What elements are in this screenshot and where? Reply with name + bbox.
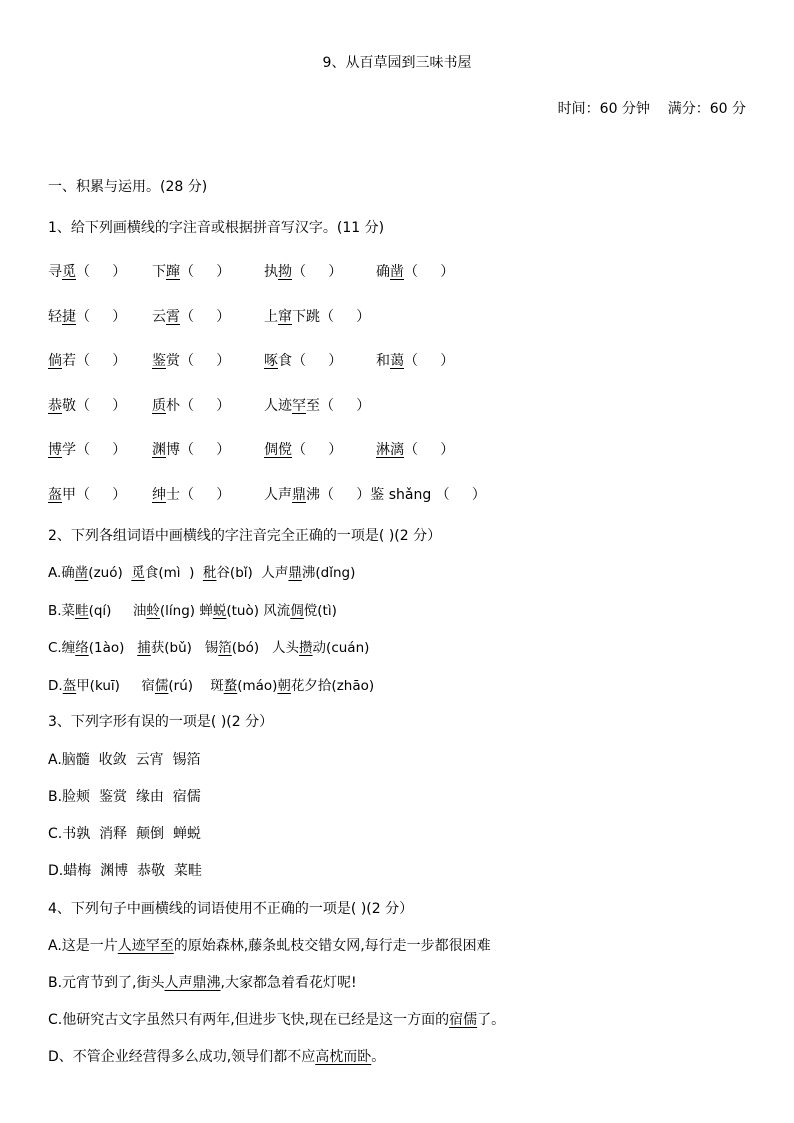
underlined-char: 霄 (166, 309, 180, 325)
underlined-char: 盔 (62, 678, 77, 694)
option-line (48, 937, 491, 955)
option-text: (máo) (237, 678, 278, 694)
word-text: 上 (264, 309, 278, 325)
exam-meta: 时间：60 分钟 满分：60 分 (557, 101, 746, 117)
underlined-char: 凿 (390, 264, 404, 280)
option-line (48, 639, 369, 657)
option-text: D、不管企业经营得多么成功,领导们都不应 (48, 1049, 316, 1065)
word-item (264, 441, 342, 459)
option-text: (zuó) (88, 565, 132, 581)
underlined-phrase: 人迹罕至 (117, 938, 174, 954)
option-line: B.脸颊 鉴赏 缘由 宿儒 (48, 789, 201, 805)
word-item (376, 263, 454, 281)
word-item (264, 397, 370, 415)
underlined-char: 凿 (74, 565, 89, 581)
word-text: （ ） (180, 264, 231, 280)
word-item (376, 352, 454, 370)
word-item (264, 308, 370, 326)
underlined-char: 捷 (62, 309, 76, 325)
word-text: 敬（ ） (62, 398, 127, 414)
underlined-char: 络 (75, 640, 89, 656)
option-text: (rú) 斑 (168, 678, 224, 694)
word-text: （ ） (404, 353, 455, 369)
underlined-char: 恭 (48, 398, 62, 414)
word-text: 轻 (48, 309, 62, 325)
underlined-char: 倜 (290, 603, 304, 619)
word-text: 云 (152, 309, 166, 325)
word-item (48, 263, 126, 281)
word-item (264, 263, 342, 281)
option-text: (1ào) (88, 640, 138, 656)
option-text: (qí) 油 (88, 603, 147, 619)
option-text: 甲(kuī) 宿 (76, 678, 155, 694)
option-label: C.缠 (48, 640, 76, 656)
option-line (48, 974, 357, 992)
word-item (376, 441, 454, 459)
word-item (152, 263, 230, 281)
option-text: 谷(bǐ) 人声 (216, 565, 289, 581)
option-label: A.确 (48, 565, 75, 581)
question-3-stem: 3、下列字形有误的一项是( )(2 分） (48, 714, 274, 730)
underlined-char: 淋漓 (376, 442, 404, 458)
option-line (48, 1011, 505, 1029)
word-text: 至（ ） (306, 398, 371, 414)
word-text: 人声 (264, 487, 292, 503)
word-text: 沸（ ）鉴 shǎng （ ） (306, 487, 486, 503)
word-item (152, 397, 230, 415)
underlined-char: 觅 (62, 264, 76, 280)
underlined-char: 蹿 (166, 264, 180, 280)
word-item (48, 397, 126, 415)
word-item (48, 486, 126, 504)
underlined-char: 畦 (75, 603, 89, 619)
underlined-char: 倘 (48, 353, 62, 369)
option-text: (tuò) 风流 (226, 603, 291, 619)
word-text: 朴（ ） (166, 398, 231, 414)
word-item (152, 308, 230, 326)
underlined-char: 罕 (292, 398, 306, 414)
word-text: 和 (376, 353, 390, 369)
option-text: (líng) 蝉 (159, 603, 213, 619)
underlined-char: 盔 (48, 487, 62, 503)
question-4-stem: 4、下列句子中画横线的词语使用不正确的一项是( )(2 分） (48, 901, 414, 917)
option-text: 了。 (477, 1012, 506, 1028)
word-text: （ ） (404, 442, 455, 458)
option-text: ,大家都急着看花灯呢! (220, 975, 357, 991)
underlined-char: 蔼 (390, 353, 404, 369)
word-item (152, 352, 230, 370)
underlined-char: 蝥 (223, 678, 238, 694)
underlined-char: 鼎 (288, 565, 302, 581)
underlined-char: 窜 (278, 309, 292, 325)
word-text: 博（ ） (166, 442, 231, 458)
option-line (48, 677, 374, 695)
word-text: 食（ ） (278, 353, 343, 369)
word-text: 确 (376, 264, 390, 280)
underlined-char: 箔 (218, 640, 232, 656)
underlined-char: 儒 (154, 678, 169, 694)
underlined-char: 博 (48, 442, 62, 458)
underlined-phrase: 人声鼎沸 (164, 975, 221, 991)
underlined-char: 觅 (131, 565, 145, 581)
option-text: 。 (371, 1049, 386, 1065)
option-text: C.他研究古文字虽然只有两年,但进步飞快,现在已经是这一方面的 (48, 1012, 450, 1028)
word-text: （ ） (292, 442, 343, 458)
word-text: 寻 (48, 264, 62, 280)
option-text: A.这是一片 (48, 938, 118, 954)
option-label: D. (48, 678, 63, 694)
underlined-char: 绅 (152, 487, 166, 503)
underlined-char: 鉴 (152, 353, 166, 369)
option-line (48, 564, 355, 582)
underlined-char: 捕 (137, 640, 151, 656)
word-text: 甲（ ） (62, 487, 127, 503)
word-text: （ ） (76, 309, 127, 325)
option-text: B.元宵节到了,街头 (48, 975, 165, 991)
option-line (48, 602, 337, 620)
option-text: 花夕拾(zhāo) (290, 678, 375, 694)
word-text: （ ） (292, 264, 343, 280)
option-text: 获(bǔ) 锡 (150, 640, 219, 656)
underlined-char: 质 (152, 398, 166, 414)
underlined-char: 蛉 (146, 603, 160, 619)
word-text: （ ） (180, 309, 231, 325)
word-item (48, 308, 126, 326)
underlined-char: 鼎 (292, 487, 306, 503)
question-2-stem: 2、下列各组词语中画横线的字注音完全正确的一项是( )(2 分） (48, 528, 442, 544)
section-heading: 一、积累与运用。(28 分) (48, 179, 208, 195)
option-text: 食(mì ) (144, 565, 203, 581)
word-item (48, 441, 126, 459)
word-text: 下跳（ ） (292, 309, 371, 325)
underlined-char: 攒 (299, 640, 313, 656)
word-text: 士（ ） (166, 487, 231, 503)
page-title: 9、从百草园到三味书屋 (322, 55, 472, 71)
underlined-char: 渊 (152, 442, 166, 458)
option-label: B.菜 (48, 603, 76, 619)
option-text: 动(cuán) (312, 640, 370, 656)
underlined-char: 朝 (277, 678, 291, 694)
option-line: A.脑髓 收敛 云宵 锡箔 (48, 752, 201, 768)
option-line: C.书孰 消释 颠倒 蝉蜕 (48, 826, 201, 842)
word-text: （ ） (76, 264, 127, 280)
word-text: 人迹 (264, 398, 292, 414)
word-item (48, 352, 126, 370)
option-text: (bó) 人头 (231, 640, 300, 656)
option-text: 傥(tì) (303, 603, 337, 619)
word-text: 执 (264, 264, 278, 280)
question-1-stem: 1、给下列画横线的字注音或根据拼音写汉字。(11 分) (48, 220, 385, 236)
underlined-char: 秕 (202, 565, 217, 581)
option-line (48, 1048, 385, 1066)
word-text: 学（ ） (62, 442, 127, 458)
word-text: 下 (152, 264, 166, 280)
word-text: （ ） (404, 264, 455, 280)
underlined-char: 蜕 (212, 603, 227, 619)
underlined-char: 啄 (264, 353, 278, 369)
word-item (152, 486, 230, 504)
option-text: 沸(dǐng) (301, 565, 356, 581)
word-text: 赏（ ） (166, 353, 231, 369)
word-item (264, 352, 342, 370)
word-item (152, 441, 230, 459)
word-text: 若（ ） (62, 353, 127, 369)
underlined-char: 倜傥 (264, 442, 292, 458)
underlined-phrase: 宿儒 (449, 1012, 478, 1028)
option-line: D.蜡梅 渊博 恭敬 菜畦 (48, 863, 202, 879)
underlined-char: 拗 (278, 264, 292, 280)
underlined-phrase: 高枕而卧 (315, 1049, 372, 1065)
word-item (264, 486, 486, 504)
option-text: 的原始森林,藤条虬枝交错女网,每行走一步都很困难 (173, 938, 491, 954)
